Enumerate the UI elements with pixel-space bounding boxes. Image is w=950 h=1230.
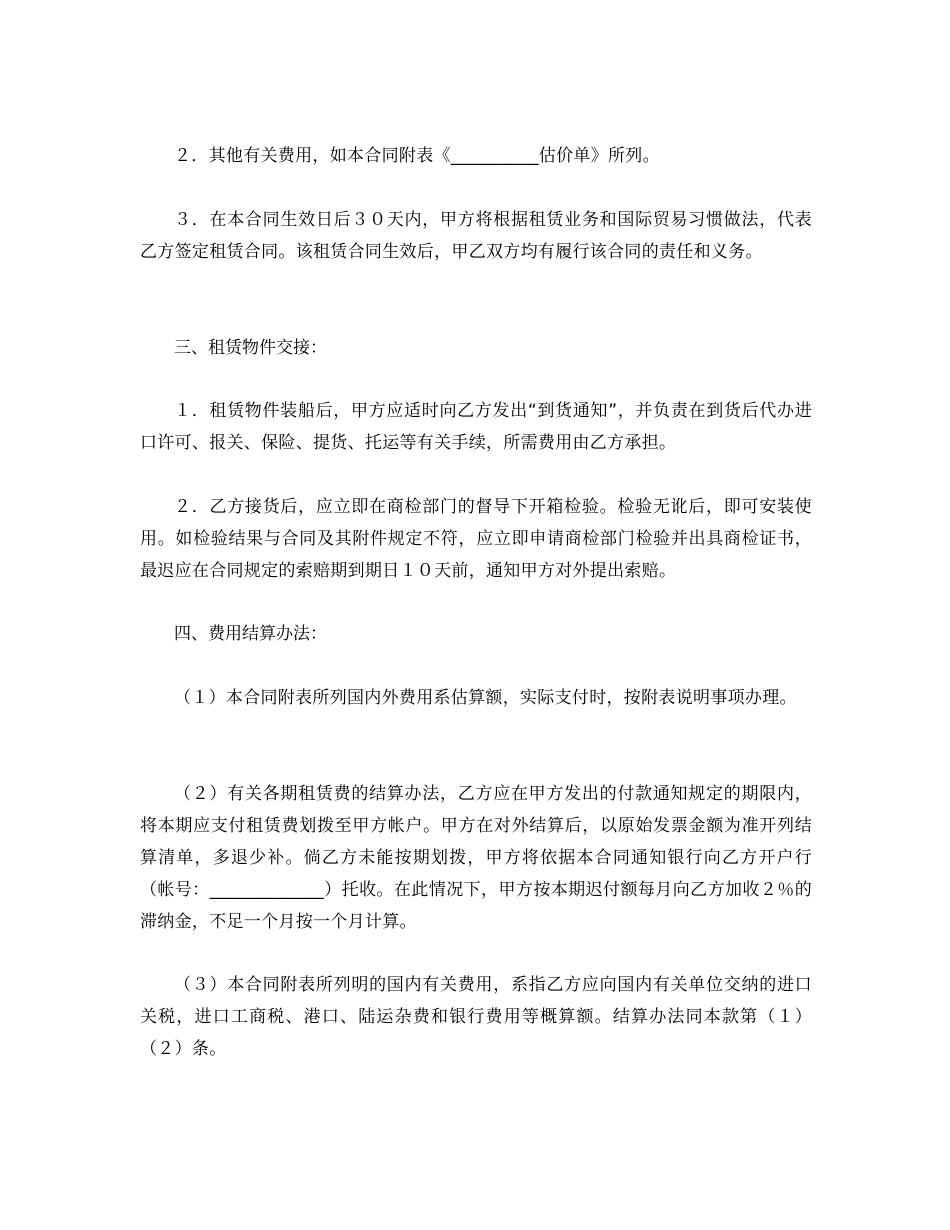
clause-2-other-fees: ２．其他有关费用，如本合同附表《__________估价单》所列。 [174,146,660,166]
clause-settlement-2: （２）有关各期租赁费的结算办法，乙方应在甲方发出的付款通知规定的期限内，将本期应支付租赁费划拨至甲方帐户。甲方在对外结算后，以原始发票金额为准开列结算清单，多退少补。倘乙方未能按期划拨，甲方将依据本合同通知银行向乙方开户行（帐号：_____________）托收。在此情况下，甲方按本期迟付额每月向乙方加收２％的滞纳金，不足一个月按一个月计算。 [140,784,812,932]
clause-3-lease-contract: ３．在本合同生效日后３０天内，甲方将根据租赁业务和国际贸易习惯做法，代表乙方签定租赁合同。该租赁合同生效后，甲乙双方均有履行该合同的责任和义务。 [140,210,812,262]
clause-2-inspection: ２．乙方接货后，应立即在商检部门的督导下开箱检验。检验无讹后，即可安装使用。如检验结果与合同及其附件规定不符，应立即申请商检部门检验并出具商检证书，最迟应在合同规定的索赔期到期日１０天前，通知甲方对外提出索赔。 [140,497,812,581]
section-heading-handover: 三、租赁物件交接： [174,338,327,358]
clause-settlement-1: （１）本合同附表所列国内外费用系估算额，实际支付时，按附表说明事项办理。 [174,688,797,708]
clause-settlement-3: （３）本合同附表所列明的国内有关费用，系指乙方应向国内有关单位交纳的进口关税，进口工商税、港口、陆运杂费和银行费用等概算额。结算办法同本款第（１）（２）条。 [140,975,812,1059]
clause-1-shipment-notice: １．租赁物件装船后，甲方应适时向乙方发出“到货通知”，并负责在到货后代办进口许可、报关、保险、提货、托运等有关手续，所需费用由乙方承担。 [140,401,812,453]
section-heading-settlement: 四、费用结算办法： [174,624,327,644]
